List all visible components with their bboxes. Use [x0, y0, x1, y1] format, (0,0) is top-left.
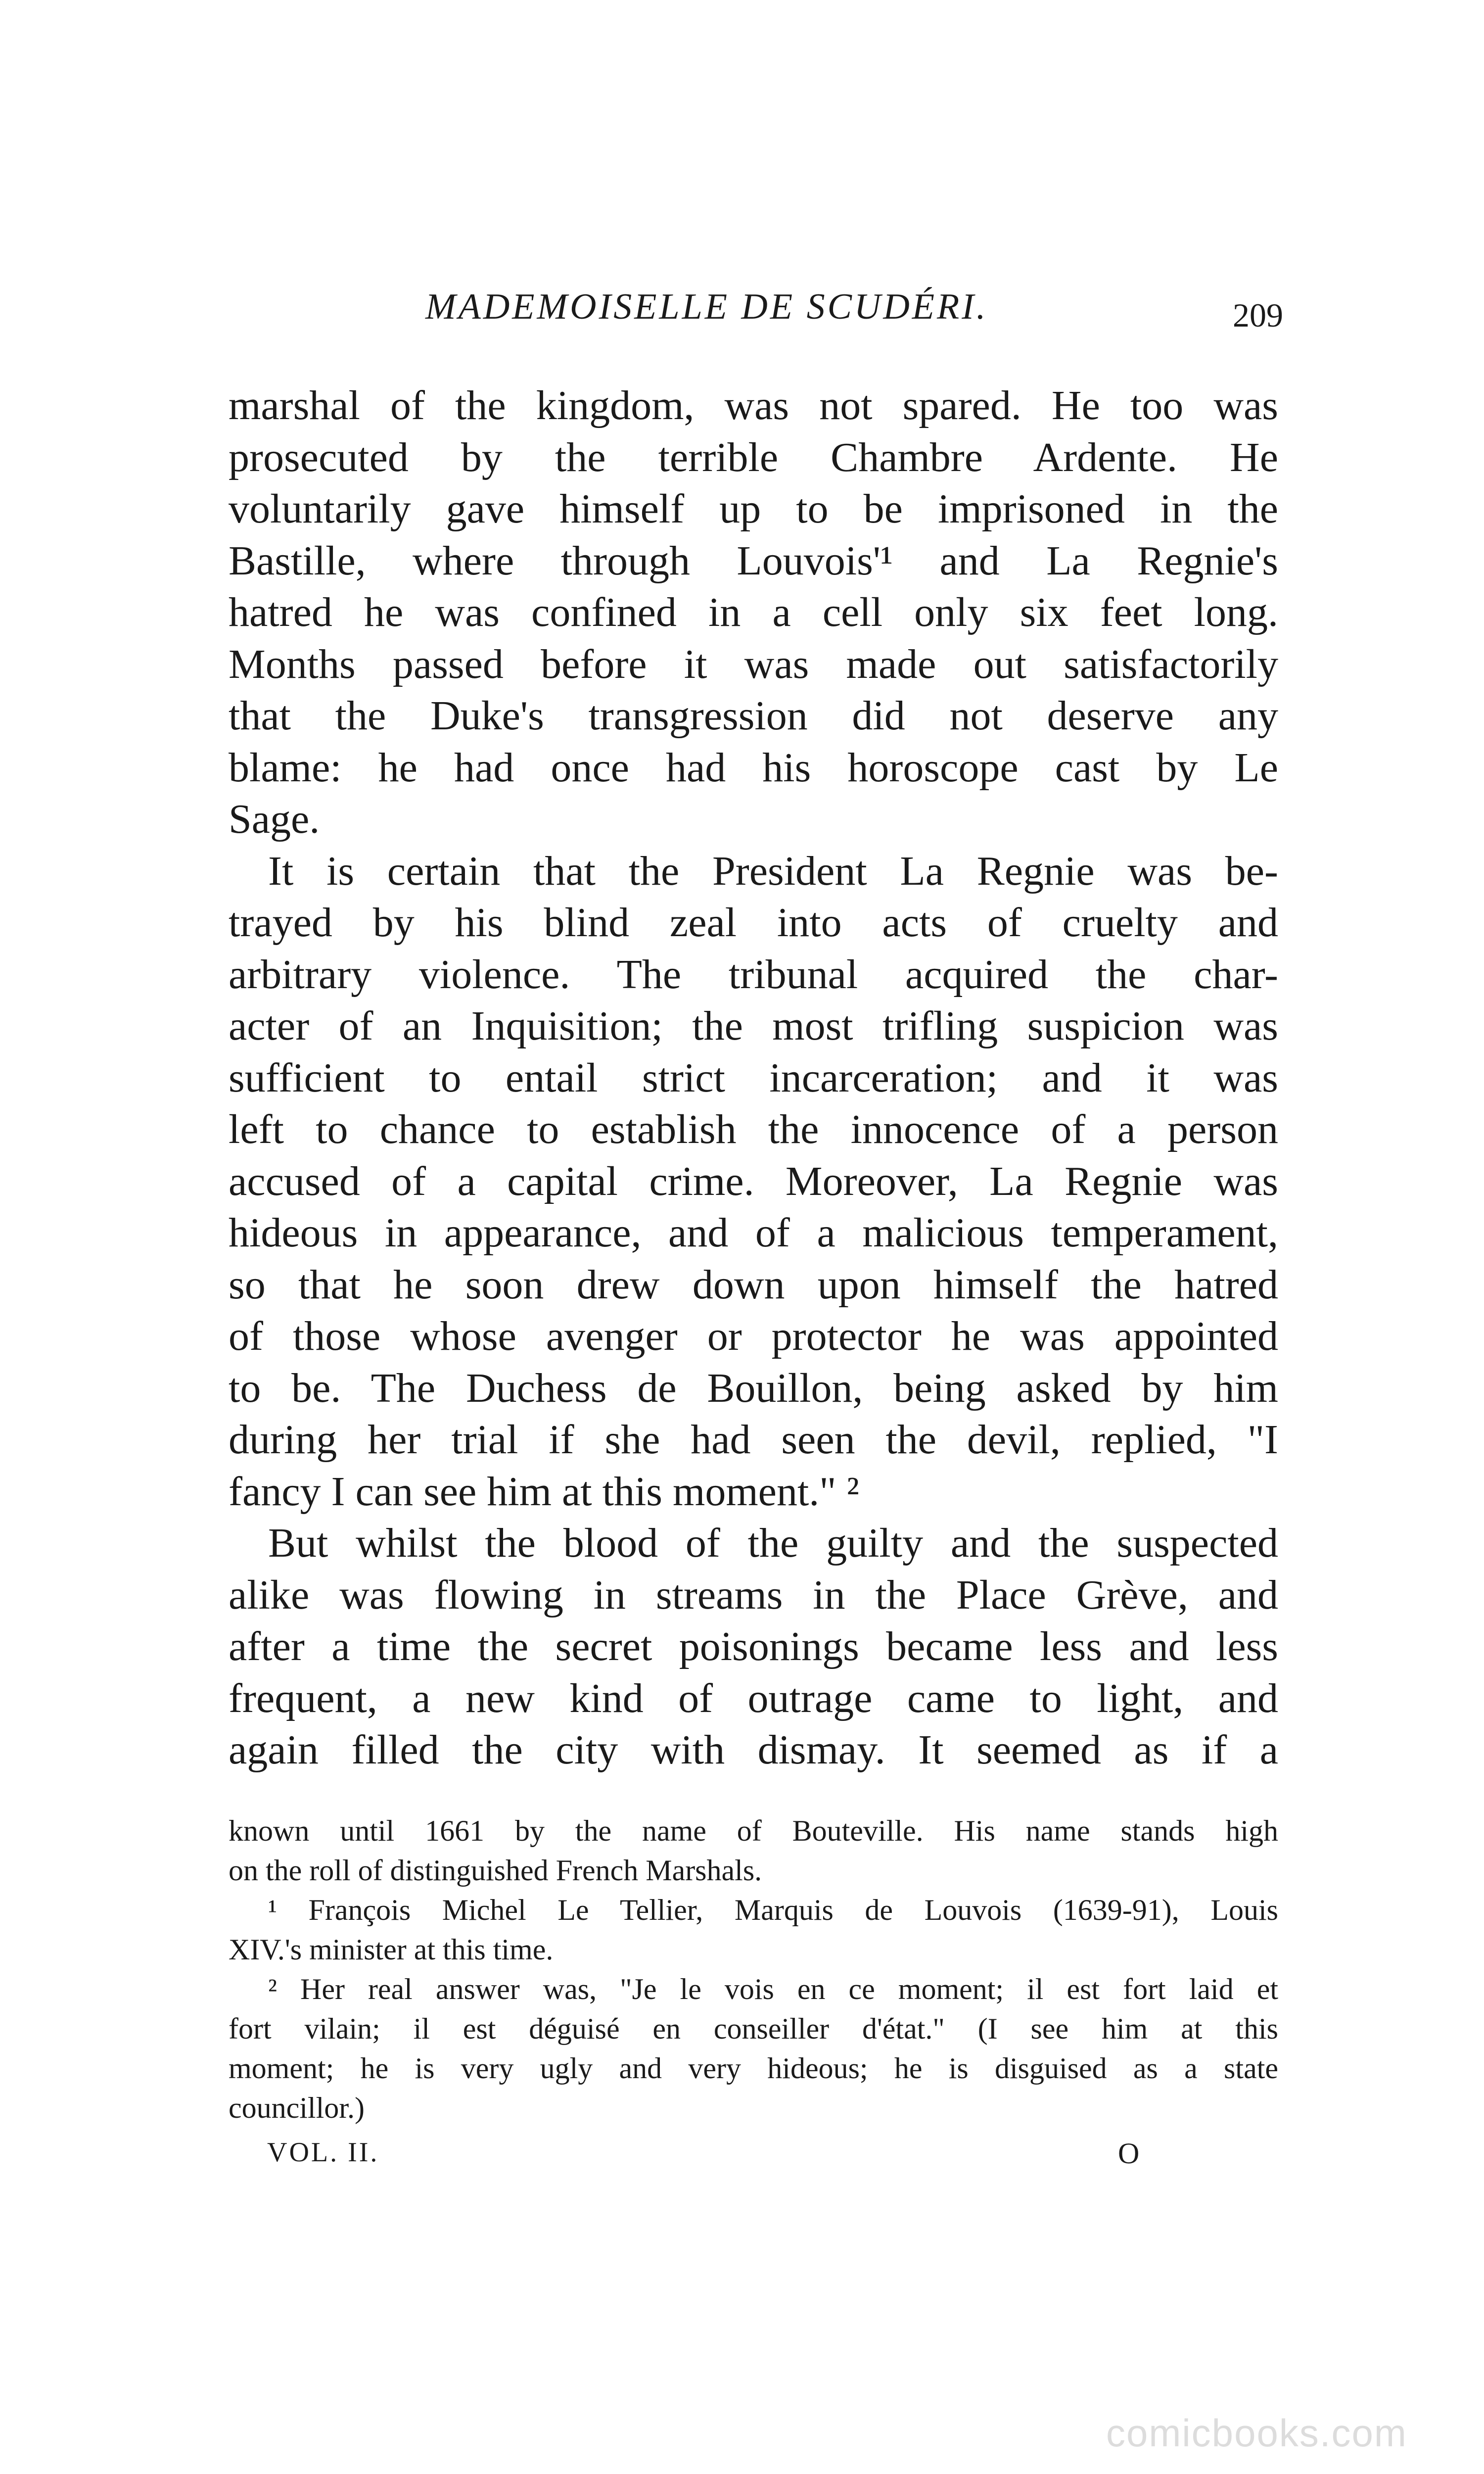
footnote-line: on the roll of distinguished French Marshals. [229, 1854, 762, 1887]
footnote-line: ² Her real answer was, "Je le vois en ce moment; il est fort laid et [268, 1973, 1278, 2005]
footnote-line: ¹ François Michel Le Tellier, Marquis de Louvois (1639-91), Louis [268, 1894, 1278, 1926]
body-line: during her trial if she had seen the devil, replied, "I [229, 1417, 1278, 1463]
body-line: after a time the secret poisonings became less and less [229, 1623, 1278, 1669]
body-line: alike was flowing in streams in the Place Grève, and [229, 1571, 1278, 1618]
body-line: marshal of the kingdom, was not spared. He too was [229, 382, 1278, 428]
body-line: again filled the city with dismay. It seemed as if a [229, 1727, 1278, 1773]
body-line: It is certain that the President La Regnie was be- [268, 848, 1278, 894]
body-line: voluntarily gave himself up to be imprisoned in the [229, 486, 1278, 532]
footnote-line: fort vilain; il est déguisé en conseiller d'état." (I see him at this [229, 2012, 1278, 2045]
footnotes [229, 1811, 1278, 2128]
footnote-line: XIV.'s minister at this time. [229, 1933, 554, 1966]
body-line: hideous in appearance, and of a malicious temperament, [229, 1210, 1278, 1256]
body-line: fancy I can see him at this moment." ² [229, 1468, 859, 1515]
footnote-line: known until 1661 by the name of Bouteville. His name stands high [229, 1814, 1278, 1847]
body-line: frequent, a new kind of outrage came to light, and [229, 1675, 1278, 1721]
body-line: trayed by his blind zeal into acts of cruelty and [229, 900, 1278, 946]
body-line: that the Duke's transgression did not deserve any [229, 693, 1278, 739]
body-line: Bastille, where through Louvois'¹ and La Regnie's [229, 537, 1278, 584]
body-line: to be. The Duchess de Bouillon, being asked by him [229, 1365, 1278, 1411]
body-line: accused of a capital crime. Moreover, La Regnie was [229, 1158, 1278, 1204]
footnote-line: moment; he is very ugly and very hideous; he is disguised as a state [229, 2052, 1278, 2085]
body-line: Sage. [229, 796, 320, 842]
body-line: blame: he had once had his horoscope cast by Le [229, 744, 1278, 791]
body-line: Months passed before it was made out satisfactorily [229, 641, 1278, 687]
body-line: hatred he was confined in a cell only six feet long. [229, 589, 1278, 635]
volume-signature: VOL. II. [267, 2137, 379, 2168]
body-line: sufficient to entail strict incarceration; and it was [229, 1054, 1278, 1101]
site-watermark: comicbooks.com [1106, 2411, 1407, 2455]
body-line: acter of an Inquisition; the most trifling suspicion was [229, 1003, 1278, 1049]
body-line: prosecuted by the terrible Chambre Ardente. He [229, 434, 1278, 480]
running-head-title: MADEMOISELLE DE SCUDÉRI. [425, 286, 988, 327]
body-line: of those whose avenger or protector he was appointed [229, 1313, 1278, 1359]
page-number: 209 [1233, 296, 1283, 334]
footnote-line: councillor.) [229, 2092, 365, 2124]
body-line: so that he soon drew down upon himself the hatred [229, 1261, 1278, 1308]
signature-mark: O [1118, 2137, 1140, 2170]
body-line: left to chance to establish the innocence of a person [229, 1106, 1278, 1152]
body-text [229, 380, 1278, 1776]
body-line: But whilst the blood of the guilty and the suspected [268, 1520, 1278, 1566]
body-line: arbitrary violence. The tribunal acquired the char- [229, 951, 1278, 998]
